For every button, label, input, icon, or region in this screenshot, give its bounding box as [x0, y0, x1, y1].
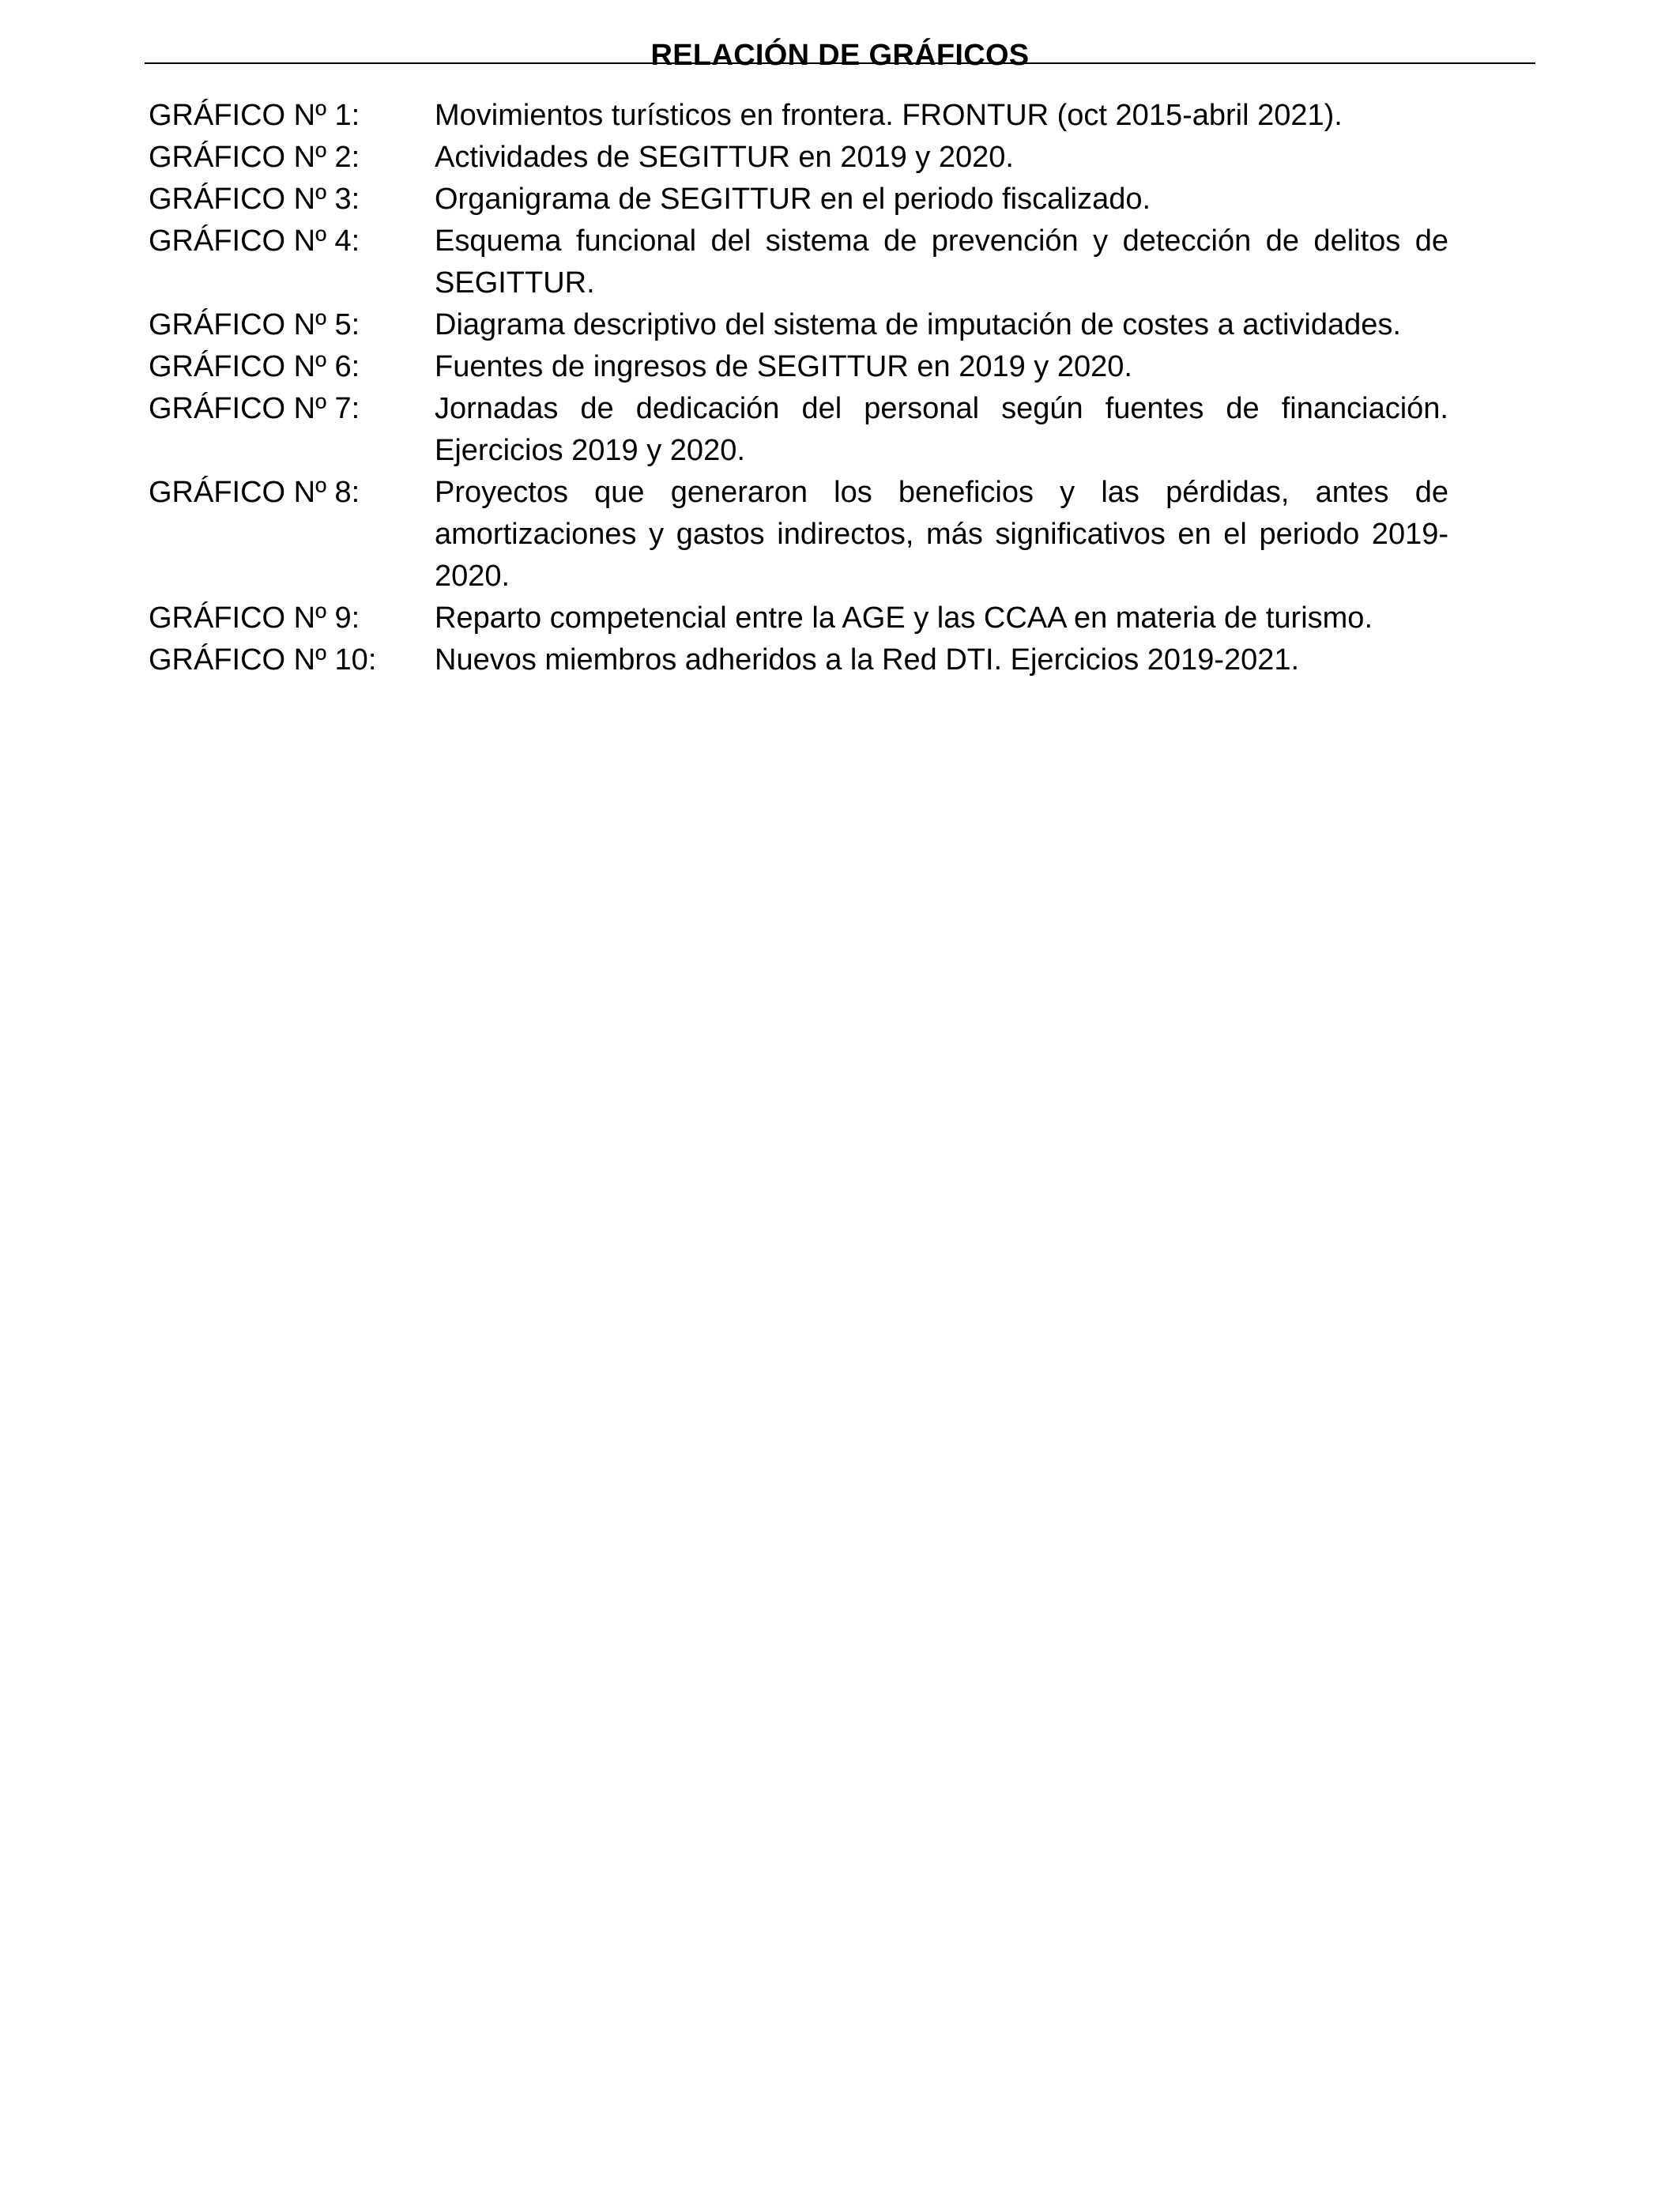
figure-label: GRÁFICO Nº 2: — [149, 141, 360, 174]
list-item — [149, 95, 1448, 137]
figure-description: Organigrama de SEGITTUR en el periodo fiscalizado. — [435, 183, 1151, 216]
list-item — [149, 388, 1448, 472]
figure-description: Nuevos miembros adheridos a la Red DTI. Ejercicios 2019-2021. — [435, 643, 1300, 677]
list-item — [149, 598, 1448, 639]
list-item — [149, 346, 1448, 388]
figure-description: Reparto competencial entre la AGE y las CCAA en materia de turismo. — [435, 601, 1373, 635]
list-item — [149, 472, 1448, 598]
figure-list — [149, 95, 1448, 681]
figure-description: Diagrama descriptivo del sistema de imputación de costes a actividades. — [435, 308, 1401, 341]
list-item — [149, 221, 1448, 304]
figure-label: GRÁFICO Nº 6: — [149, 350, 360, 383]
figure-description: Actividades de SEGITTUR en 2019 y 2020. — [435, 141, 1014, 174]
list-item — [149, 179, 1448, 221]
page-title: RELACIÓN DE GRÁFICOS — [650, 39, 1030, 73]
figure-label: GRÁFICO Nº 7: — [149, 392, 360, 425]
figure-description: Movimientos turísticos en frontera. FRONTUR (oct 2015-abril 2021). — [435, 99, 1343, 132]
figure-label: GRÁFICO Nº 5: — [149, 308, 360, 341]
figure-label: GRÁFICO Nº 10: — [149, 643, 377, 677]
figure-description: Fuentes de ingresos de SEGITTUR en 2019 y 2020. — [435, 350, 1132, 383]
figure-description: Esquema funcional del sistema de prevención y detección de delitos de SEGITTUR. — [435, 224, 1448, 300]
figure-label: GRÁFICO Nº 1: — [149, 99, 360, 132]
figure-label: GRÁFICO Nº 4: — [149, 224, 360, 258]
figure-description: Proyectos que generaron los beneficios y las pérdidas, antes de amortizaciones y gastos indirectos, más significativos en el periodo 2019-2020. — [435, 476, 1448, 593]
figure-label: GRÁFICO Nº 9: — [149, 601, 360, 635]
figure-label: GRÁFICO Nº 8: — [149, 476, 360, 509]
list-item — [149, 304, 1448, 346]
figure-label: GRÁFICO Nº 3: — [149, 183, 360, 216]
figure-description: Jornadas de dedicación del personal según fuentes de financiación. Ejercicios 2019 y 2020. — [435, 392, 1448, 467]
title-divider — [145, 62, 1535, 64]
list-item — [149, 639, 1448, 681]
list-item — [149, 137, 1448, 179]
